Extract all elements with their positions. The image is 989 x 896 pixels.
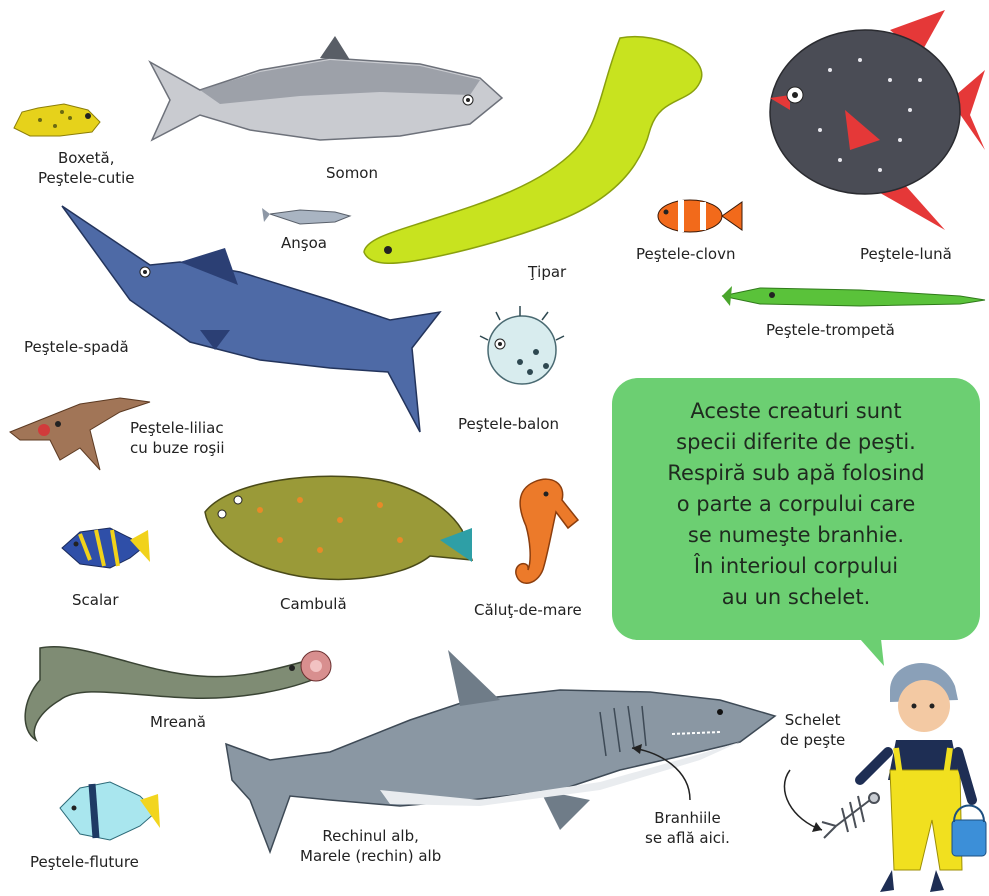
- bubble-line: o parte a corpului care: [676, 492, 916, 516]
- skeleton-arrow: [784, 770, 822, 830]
- clownfish-label: Peştele-clovn: [636, 245, 736, 263]
- lamprey-label: Mreană: [150, 713, 206, 731]
- fish-skeleton-illustration: [822, 793, 879, 838]
- shark-label-line-2: Marele (rechin) alb: [300, 847, 442, 865]
- clownfish-illustration: [658, 200, 742, 232]
- bubble-line: specii diferite de peşti.: [676, 430, 916, 454]
- skeleton-label: [780, 710, 845, 750]
- batfish-label: [130, 418, 225, 458]
- speech-bubble-text: [612, 396, 980, 613]
- shark-label: [300, 826, 441, 866]
- pufferfish-illustration: [480, 306, 564, 384]
- butterflyfish-illustration: [60, 782, 160, 840]
- boxfish-label: [38, 148, 135, 188]
- flounder-illustration: [205, 476, 472, 579]
- salmon-label: Somon: [326, 164, 378, 182]
- gills-label: [645, 808, 730, 848]
- skeleton-label-line-1: Schelet: [784, 711, 841, 729]
- trumpetfish-illustration: [722, 286, 985, 306]
- angelfish-label: Scalar: [72, 591, 119, 609]
- bubble-line: În interioul corpului: [693, 554, 899, 578]
- trumpetfish-label: Peştele-trompetă: [766, 321, 895, 339]
- batfish-label-line-2: cu buze roşii: [130, 439, 225, 457]
- sunfish-label: Peştele-lună: [860, 245, 952, 263]
- bubble-line: Aceste creaturi sunt: [690, 399, 902, 423]
- angelfish-illustration: [62, 528, 150, 568]
- seahorse-illustration: [516, 479, 578, 583]
- anchovy-label: Anşoa: [281, 234, 327, 252]
- gills-label-line-2: se află aici.: [645, 829, 730, 847]
- butterflyfish-label: Peştele-fluture: [30, 853, 139, 871]
- anchovy-illustration: [262, 208, 350, 224]
- gills-label-line-1: Branhiile: [654, 809, 721, 827]
- seahorse-label: Căluţ-de-mare: [474, 601, 582, 619]
- bubble-line: au un schelet.: [721, 585, 871, 609]
- batfish-label-line-1: Peştele-liliac: [130, 419, 224, 437]
- skeleton-label-line-2: de peşte: [780, 731, 846, 749]
- speech-bubble: [612, 378, 980, 640]
- boy-illustration: [860, 663, 986, 892]
- pufferfish-label: Peştele-balon: [458, 415, 560, 433]
- bubble-line: Respiră sub apă folosind: [667, 461, 925, 485]
- boxfish-label-line-2: Peştele-cutie: [38, 169, 135, 187]
- salmon-illustration: [150, 36, 502, 140]
- eel-label: Ţipar: [528, 263, 567, 281]
- swordfish-label: Peştele-spadă: [24, 338, 129, 356]
- bubble-line: se numeşte branhie.: [687, 523, 905, 547]
- flounder-label: Cambulă: [280, 595, 347, 613]
- boxfish-illustration: [14, 104, 100, 136]
- boxfish-label-line-1: Boxetă,: [58, 149, 115, 167]
- batfish-illustration: [10, 398, 150, 470]
- sunfish-illustration: [770, 10, 985, 230]
- shark-label-line-1: Rechinul alb,: [322, 827, 419, 845]
